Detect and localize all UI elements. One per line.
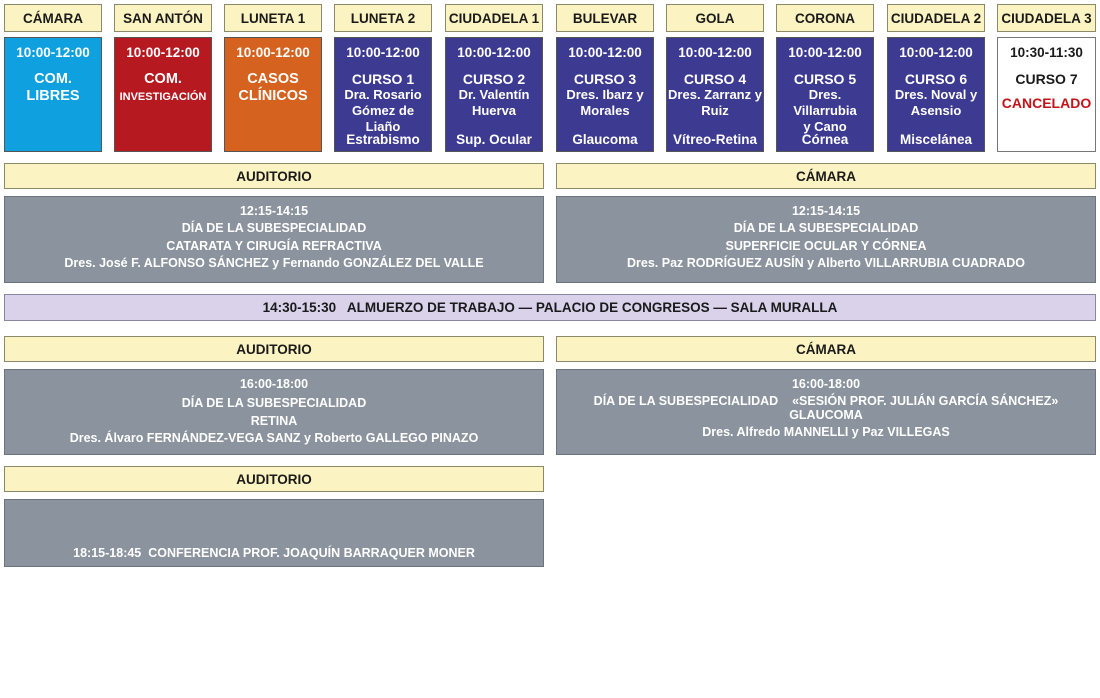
course-curso-4 bbox=[666, 37, 764, 152]
session-type: DÍA DE LA SUBESPECIALIDAD bbox=[733, 220, 919, 235]
course-time: 10:00-12:00 bbox=[568, 45, 642, 60]
room-header-luneta-2: LUNETA 2 bbox=[334, 4, 432, 32]
course-name: CURSO 5 bbox=[793, 71, 857, 87]
session-conferencia bbox=[4, 499, 544, 675]
course-curso-2 bbox=[445, 37, 543, 152]
room-header-bulevar: BULEVAR bbox=[556, 4, 654, 32]
course-topic: Glaucoma bbox=[572, 132, 638, 147]
session-doctors: Dres. Paz RODRÍGUEZ AUSÍN y Alberto VILLARRUBIA CUADRADO bbox=[627, 255, 1025, 270]
room-header-gola: GOLA bbox=[666, 4, 764, 32]
course-curso-3 bbox=[556, 37, 654, 152]
session-speaker: Prof. Javier MORENO MONTAÑÉS bbox=[173, 603, 375, 618]
room-bar-camara: CÁMARA bbox=[556, 163, 1096, 189]
course-topic: Estrabismo bbox=[346, 132, 420, 147]
course-title-line1: COM. bbox=[144, 71, 182, 87]
course-doctors-line2: Gómez de Liaño bbox=[351, 103, 415, 134]
session-title: 18:15-18:45 CONFERENCIA PROF. JOAQUÍN BARRAQUER MONER bbox=[73, 546, 475, 560]
room-header-ciudadela-2: CIUDADELA 2 bbox=[887, 4, 985, 32]
course-doctors-line2: Morales bbox=[580, 103, 630, 118]
course-topic: Córnea bbox=[801, 132, 849, 147]
session-doctors: Dres. Alfredo MANNELLI y Paz VILLEGAS bbox=[702, 424, 950, 439]
course-doctors-line1: Dres. Noval y bbox=[894, 87, 978, 102]
course-time: 10:00-12:00 bbox=[899, 45, 973, 60]
room-bar-camara: CÁMARA bbox=[556, 336, 1096, 362]
cancelled-label: CANCELADO bbox=[1001, 95, 1092, 111]
course-topic: Vítreo-Retina bbox=[672, 132, 757, 147]
course-title-line2: LIBRES bbox=[26, 88, 80, 104]
session-time: 16:00-18:00 bbox=[239, 377, 309, 391]
room-bar-auditorio: AUDITORIO bbox=[4, 466, 544, 492]
session-type: DÍA DE LA SUBESPECIALIDAD bbox=[181, 395, 367, 410]
course-doctors-line2: y Cano bbox=[803, 119, 847, 134]
course-time: 10:00-12:00 bbox=[126, 45, 200, 60]
course-com-investigacion bbox=[114, 37, 212, 152]
course-curso-7 bbox=[997, 37, 1096, 152]
course-doctors-line2: Ruiz bbox=[701, 103, 729, 118]
lunch-bar: 14:30-15:30 ALMUERZO DE TRABAJO — PALACIO DE CONGRESOS — SALA MURALLA bbox=[4, 294, 1096, 321]
session-topic: GLAUCOMA bbox=[789, 408, 863, 422]
course-curso-1 bbox=[334, 37, 432, 152]
course-topic: Miscelánea bbox=[899, 132, 973, 147]
course-time: 10:00-12:00 bbox=[788, 45, 862, 60]
session-superficie-ocular bbox=[556, 196, 1096, 283]
room-header-san-anton: SAN ANTÓN bbox=[114, 4, 212, 32]
course-title-line2: INVESTIGACIÓN bbox=[119, 91, 207, 103]
course-name: CURSO 7 bbox=[1015, 71, 1078, 87]
session-topic: SUPERFICIE OCULAR Y CÓRNEA bbox=[725, 239, 927, 253]
course-title-line1: COM. bbox=[34, 71, 72, 87]
course-doctors-line2: Asensio bbox=[910, 103, 962, 118]
session-doctors: Dres. José F. ALFONSO SÁNCHEZ y Fernando GONZÁLEZ DEL VALLE bbox=[64, 255, 484, 270]
course-time: 10:30-11:30 bbox=[1010, 45, 1083, 60]
course-time: 10:00-12:00 bbox=[236, 45, 310, 60]
course-time: 10:00-12:00 bbox=[346, 45, 420, 60]
session-topic: CATARATA Y CIRUGÍA REFRACTIVA bbox=[166, 239, 382, 253]
course-curso-5 bbox=[776, 37, 874, 152]
course-time: 10:00-12:00 bbox=[16, 45, 90, 60]
course-doctors-line1: Dr. Valentín bbox=[458, 87, 530, 102]
course-title-line1: CASOS bbox=[247, 71, 299, 87]
session-doctors: Dres. Álvaro FERNÁNDEZ-VEGA SANZ y Roberto GALLEGO PINAZO bbox=[69, 430, 479, 445]
session-type: DÍA DE LA SUBESPECIALIDAD «SESIÓN PROF. JULIÁN GARCÍA SÁNCHEZ» bbox=[593, 393, 1059, 408]
session-catarata bbox=[4, 196, 544, 283]
room-header-ciudadela-1: CIUDADELA 1 bbox=[445, 4, 543, 32]
room-bar-auditorio: AUDITORIO bbox=[4, 163, 544, 189]
course-time: 10:00-12:00 bbox=[457, 45, 531, 60]
room-header-luneta-1: LUNETA 1 bbox=[224, 4, 322, 32]
course-name: CURSO 6 bbox=[904, 71, 968, 87]
room-bar-auditorio: AUDITORIO bbox=[4, 336, 544, 362]
session-retina bbox=[4, 369, 544, 455]
session-time: 12:15-14:15 bbox=[239, 204, 309, 218]
room-header-ciudadela-3: CIUDADELA 3 bbox=[997, 4, 1096, 32]
course-topic: Sup. Ocular bbox=[456, 132, 532, 147]
course-name: CURSO 3 bbox=[573, 71, 637, 87]
session-type: DÍA DE LA SUBESPECIALIDAD bbox=[181, 220, 367, 235]
session-topic: Asociación entre estilos de vida y glaucoma bbox=[142, 661, 406, 675]
course-doctors-line1: Dra. Rosario bbox=[344, 87, 422, 102]
room-header-camara: CÁMARA bbox=[4, 4, 102, 32]
course-doctors-line1: Dres. Ibarz y bbox=[566, 87, 644, 102]
course-name: CURSO 4 bbox=[683, 71, 747, 87]
course-title-line2: CLÍNICOS bbox=[238, 88, 308, 104]
course-doctors-line1: Dres. Zarranz y bbox=[668, 87, 762, 102]
course-com-libres bbox=[4, 37, 102, 152]
course-name: CURSO 1 bbox=[351, 71, 415, 87]
course-doctors-line2: Huerva bbox=[471, 103, 517, 118]
session-topic: RETINA bbox=[250, 414, 298, 428]
session-time: 12:15-14:15 bbox=[791, 204, 861, 218]
course-doctors-line1: Dres. Villarrubia bbox=[793, 87, 857, 118]
course-name: CURSO 2 bbox=[462, 71, 526, 87]
room-header-corona: CORONA bbox=[776, 4, 874, 32]
session-time: 16:00-18:00 bbox=[791, 377, 861, 391]
course-curso-6 bbox=[887, 37, 985, 152]
session-glaucoma bbox=[556, 369, 1096, 455]
course-casos-clinicos bbox=[224, 37, 322, 152]
course-time: 10:00-12:00 bbox=[678, 45, 752, 60]
